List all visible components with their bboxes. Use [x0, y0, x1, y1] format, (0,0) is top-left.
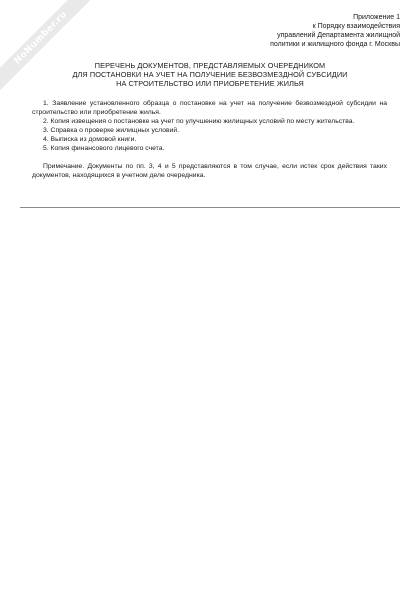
document-title [20, 61, 400, 88]
header-line: Приложение 1 [353, 14, 400, 21]
title-line: ПЕРЕЧЕНЬ ДОКУМЕНТОВ, ПРЕДСТАВЛЯЕМЫХ ОЧЕРЕДНИКОМ [94, 61, 326, 70]
header-line: управлений Департамента жилищной [277, 32, 400, 39]
list-item: 5. Копия финансового лицевого счета. [43, 145, 165, 152]
list-item: 3. Справка о проверке жилищных условий. [43, 127, 180, 134]
divider [20, 207, 400, 208]
title-line: ДЛЯ ПОСТАНОВКИ НА УЧЕТ НА ПОЛУЧЕНИЕ БЕЗВОЗМЕЗДНОЙ СУБСИДИИ [72, 70, 348, 79]
title-line: НА СТРОИТЕЛЬСТВО ИЛИ ПРИОБРЕТЕНИЕ ЖИЛЬЯ [116, 79, 304, 88]
appendix-header [160, 13, 400, 49]
list-item: 2. Копия извещения о постановке на учет по улучшению жилищных условий по месту жительства. [43, 118, 355, 125]
header-line: политики и жилищного фонда г. Москвы [270, 41, 400, 48]
list-item: 1. Заявление установленного образца о постановке на учет на получение безвозмездной субсидии на строительство или приобретение жилья. [32, 100, 387, 116]
note-paragraph: Примечание. Документы по пп. 3, 4 и 5 представляются в том случае, если истек срок действия таких документов, находящихся в учетном деле очередника. [32, 163, 387, 179]
document-body [32, 99, 387, 180]
header-line: к Порядку взаимодействия [312, 23, 400, 30]
watermark-text: NoNumber.ru [0, 0, 90, 90]
list-item: 4. Выписка из домовой книги. [43, 136, 137, 143]
